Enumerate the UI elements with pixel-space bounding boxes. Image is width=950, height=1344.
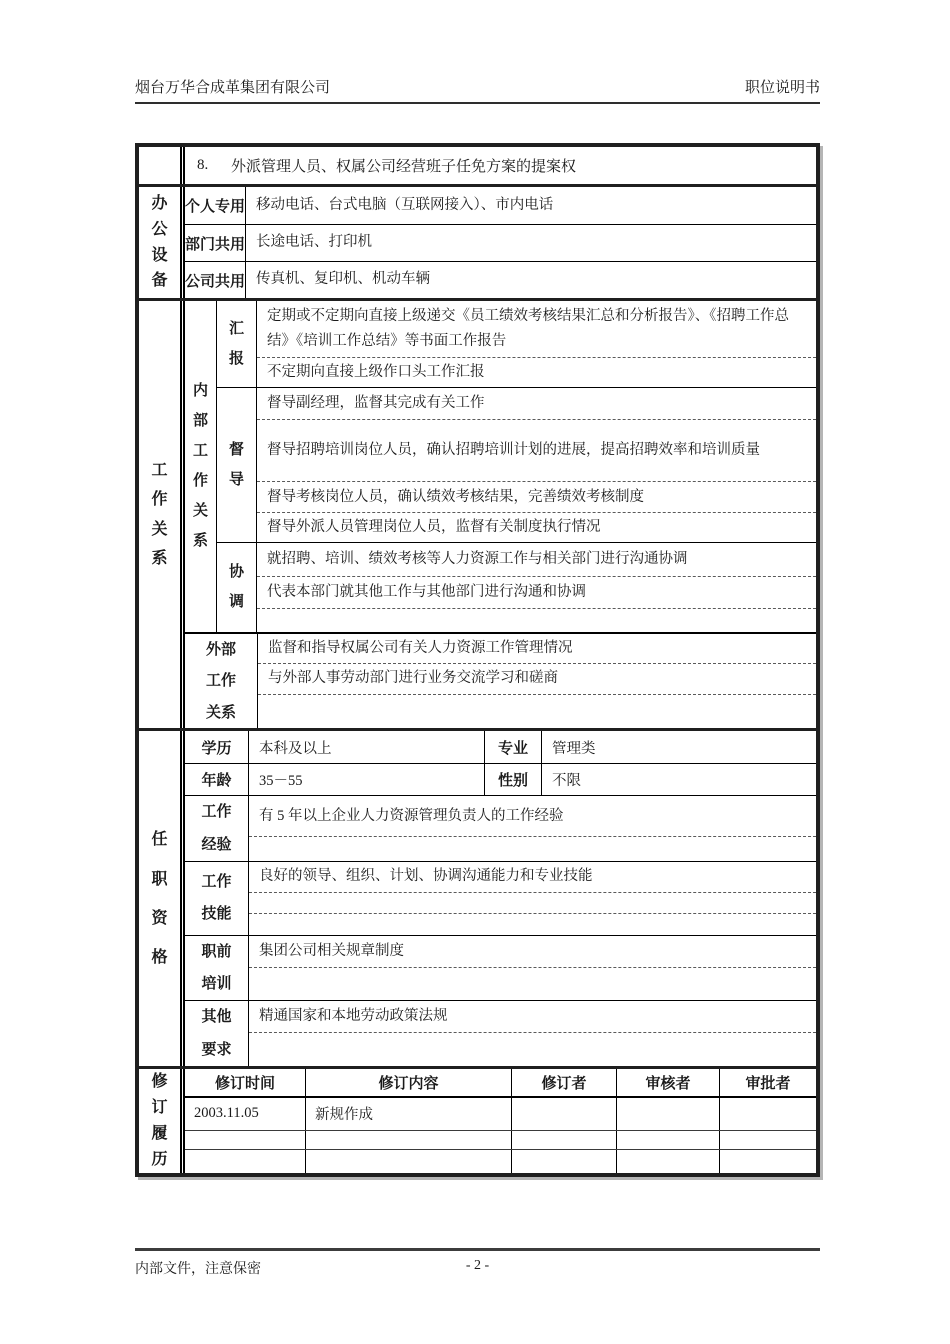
approver-cell — [720, 1131, 816, 1149]
approver-cell — [720, 1098, 816, 1130]
revision-content-cell — [306, 1150, 512, 1173]
section-qualifications — [139, 728, 816, 1066]
table-row — [185, 187, 816, 224]
reviewer-header: 审核者 — [617, 1069, 720, 1096]
company-name: 烟台万华合成革集团有限公司 — [135, 80, 331, 96]
coordinate-label-cell — [217, 543, 257, 632]
supervise-rows — [257, 388, 816, 542]
table-row: 不定期向直接上级作口头工作汇报 — [257, 357, 816, 387]
table-row — [249, 967, 816, 995]
external-relations-label-cell — [185, 634, 258, 729]
skills-label: 工作技能 — [201, 873, 232, 923]
confidentiality-note: 内部文件，注意保密 — [135, 1262, 261, 1277]
company-shared-label: 公司共用 — [185, 262, 246, 298]
skills-rows — [249, 862, 816, 935]
internal-relations-rows — [217, 301, 816, 632]
gender-value: 不限 — [552, 773, 581, 790]
skills-block — [185, 861, 816, 935]
table-row: 良好的领导、组织、计划、协调沟通能力和专业技能 — [259, 868, 593, 885]
pre-job-training-rows — [249, 936, 816, 1001]
report-subsection — [217, 301, 816, 387]
approver-cell — [720, 1150, 816, 1173]
table-row: 督导副经理，监督其完成有关工作 — [267, 395, 485, 412]
revision-history-label: 修订履历 — [151, 1073, 168, 1168]
other-requirements-rows — [249, 1001, 816, 1066]
external-relations-rows — [258, 634, 816, 729]
work-relations-label: 工作关系 — [151, 461, 168, 568]
table-row — [185, 261, 816, 298]
table-row: 有 5 年以上企业人力资源管理负责人的工作经验 — [259, 807, 564, 824]
age-gender-row — [185, 763, 816, 795]
revision-content-cell — [306, 1131, 512, 1149]
supervise-label: 督导 — [228, 440, 244, 488]
major-value: 管理类 — [552, 740, 596, 757]
gender-label: 性别 — [485, 764, 542, 795]
age-value: 35－55 — [249, 764, 485, 795]
company-shared-value: 传真机、复印机、机动车辆 — [256, 271, 430, 288]
revision-time-header: 修订时间 — [185, 1069, 306, 1096]
reviser-cell — [512, 1150, 617, 1173]
qualifications-label-cell — [139, 731, 185, 1066]
section-office-equipment — [139, 184, 816, 298]
approver-header: 审批者 — [745, 1074, 791, 1092]
internal-relations-label: 内部工作关系 — [192, 382, 208, 550]
table-row — [249, 1032, 816, 1061]
item-text: 外派管理人员、权属公司经营班子任免方案的提案权 — [231, 159, 577, 175]
pre-job-training-label: 职前培训 — [201, 942, 232, 993]
education-value: 本科及以上 — [249, 731, 485, 763]
revision-table-header — [185, 1069, 816, 1098]
table-row — [185, 224, 816, 261]
table-row: 定期或不定期向直接上级递交《员工绩效考核结果汇总和分析报告》、《招聘工作总结》《培训工作总结》等书面工作报告 — [267, 308, 789, 349]
other-requirements-label: 其他要求 — [201, 1008, 232, 1058]
table-row: 集团公司相关规章制度 — [259, 942, 404, 959]
qualifications-label: 任职资格 — [151, 831, 168, 966]
department-shared-label: 部门共用 — [185, 225, 246, 261]
table-row: 督导外派人员管理岗位人员，监督有关制度执行情况 — [257, 512, 816, 542]
table-row: 就招聘、培训、绩效考核等人力资源工作与相关部门进行沟通协调 — [267, 550, 688, 567]
table-row: 监督和指导权属公司有关人力资源工作管理情况 — [268, 639, 573, 656]
item-number: 8. — [197, 157, 209, 173]
experience-block — [185, 795, 816, 861]
table-row — [185, 1130, 816, 1149]
personal-use-label: 个人专用 — [185, 187, 246, 224]
table-row — [249, 836, 816, 859]
work-relations-label-cell — [139, 301, 185, 728]
table-row — [257, 608, 816, 632]
table-row — [249, 892, 816, 913]
table-row: 精通国家和本地劳动政策法规 — [259, 1008, 448, 1025]
section-authority-continuation — [139, 147, 816, 184]
page-number: - 2 - — [465, 1258, 490, 1273]
report-label: 汇报 — [228, 320, 244, 367]
page-footer — [135, 1248, 820, 1278]
department-shared-value: 长途电话、打印机 — [256, 234, 372, 251]
table-row: 与外部人事劳动部门进行业务交流学习和磋商 — [258, 663, 816, 694]
other-requirements-label-cell — [185, 1001, 249, 1066]
office-equipment-label-cell — [139, 187, 185, 298]
supervise-subsection — [217, 387, 816, 542]
education-label: 学历 — [185, 731, 249, 763]
section-work-relations — [139, 298, 816, 728]
table-row: 代表本部门就其他工作与其他部门进行沟通和协调 — [257, 576, 816, 608]
reviser-header: 修订者 — [512, 1069, 617, 1096]
skills-label-cell — [185, 862, 249, 935]
pre-job-training-label-cell — [185, 936, 249, 1001]
table-row: 督导考核岗位人员，确认绩效考核结果，完善绩效考核制度 — [257, 481, 816, 512]
revision-time-cell — [185, 1131, 306, 1149]
doc-title: 职位说明书 — [744, 80, 820, 96]
internal-relations-block — [185, 301, 816, 632]
office-equipment-label: 办公设备 — [151, 194, 168, 290]
experience-label: 工作经验 — [201, 803, 232, 853]
revision-time-cell — [185, 1150, 306, 1173]
internal-relations-label-cell — [185, 301, 217, 632]
external-relations-label: 外部工作关系 — [205, 640, 236, 721]
reviewer-cell — [617, 1098, 720, 1130]
office-equipment-body — [185, 187, 816, 298]
table-row — [249, 913, 816, 935]
table-row — [185, 1149, 816, 1173]
report-rows — [257, 301, 816, 387]
experience-rows — [249, 796, 816, 861]
section-revision-history — [139, 1066, 816, 1173]
education-major-row — [185, 731, 816, 763]
external-relations-block — [185, 632, 816, 729]
reviewer-cell — [617, 1131, 720, 1149]
reviser-cell — [512, 1098, 617, 1130]
qualifications-body — [185, 731, 816, 1066]
revision-content-header: 修订内容 — [306, 1069, 512, 1096]
work-relations-body — [185, 301, 816, 728]
page-header — [135, 76, 820, 104]
supervise-label-cell — [217, 388, 257, 542]
revision-history-body — [185, 1069, 816, 1173]
revision-content-cell: 新规作成 — [306, 1098, 512, 1130]
reviser-cell — [512, 1131, 617, 1149]
major-label: 专业 — [485, 731, 542, 763]
table-row — [258, 694, 816, 716]
revision-time-cell: 2003.11.05 — [185, 1098, 306, 1130]
other-requirements-block — [185, 1000, 816, 1066]
authority-item-8 — [185, 147, 816, 184]
age-label: 年龄 — [185, 764, 249, 795]
job-description-table — [135, 143, 820, 1177]
coordinate-subsection — [217, 542, 816, 632]
authority-left-empty-cell — [139, 147, 185, 184]
pre-job-training-block — [185, 935, 816, 1001]
personal-use-value: 移动电话、台式电脑（互联网接入）、市内电话 — [256, 196, 554, 213]
revision-history-label-cell — [139, 1069, 185, 1173]
coordinate-label: 协调 — [228, 563, 244, 611]
experience-label-cell — [185, 796, 249, 861]
table-row — [185, 1098, 816, 1130]
report-label-cell — [217, 301, 257, 387]
coordinate-rows — [257, 543, 816, 632]
table-row: 督导招聘培训岗位人员，确认招聘培训计划的进展，提高招聘效率和培训质量 — [257, 419, 816, 481]
reviewer-cell — [617, 1150, 720, 1173]
